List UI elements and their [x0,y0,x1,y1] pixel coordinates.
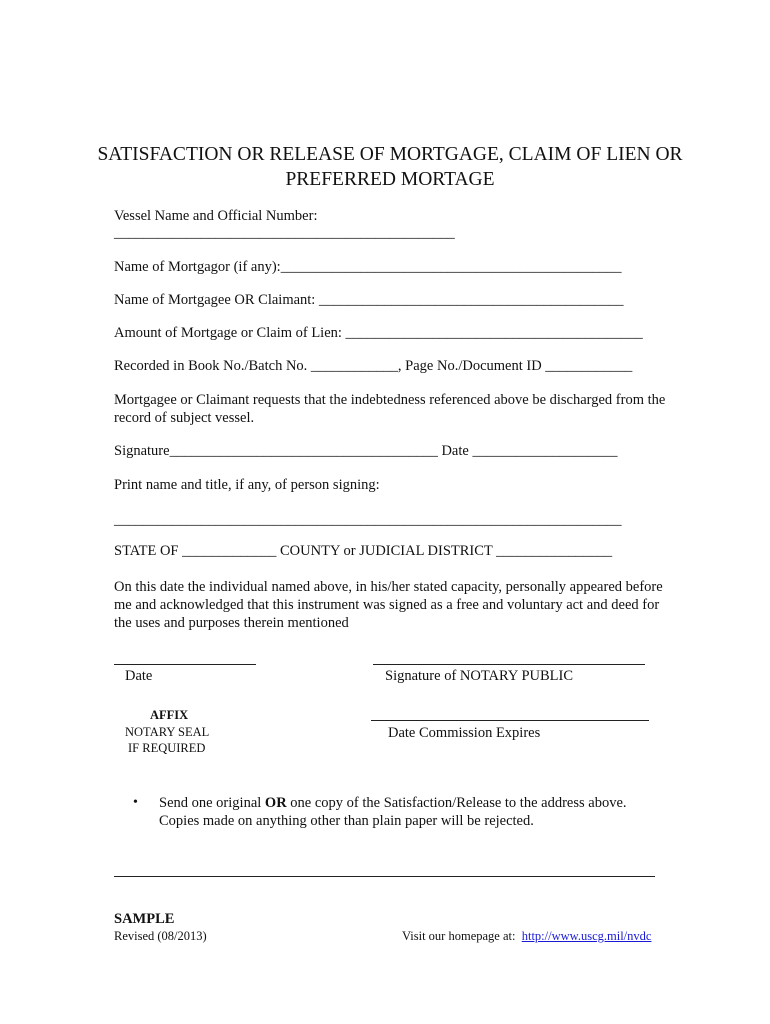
request-text: Mortgagee or Claimant requests that the indebtedness referenced above be discharged from the record of subject vessel. [114,392,666,426]
instruction-suffix: one copy of the Satisfaction/Release to the address above. [286,795,627,811]
mortgagor-field[interactable]: Name of Mortgagor (if any):_______________________________________________ [114,259,622,275]
acknowledgment-text: On this date the individual named above, in his/her stated capacity, personally appeared before me and acknowledged that this instrument was signed as a free and voluntary act and deed for the uses and purposes therein mentioned [114,579,663,631]
notary-date-label: Date [125,668,153,684]
bullet-icon: • [133,795,138,810]
instruction-line-2: Copies made on anything other than plain paper will be rejected. [159,813,534,829]
form-title: SATISFACTION OR RELEASE OF MORTGAGE, CLAIM OF LIEN OR PREFERRED MORTAGE [97,144,683,190]
commission-date-line[interactable] [371,720,649,721]
notary-seal-label: NOTARY SEAL [125,725,210,739]
notary-signature-line[interactable] [373,664,645,665]
vessel-field-line[interactable]: _______________________________________________ [114,225,455,241]
notary-signature-label: Signature of NOTARY PUBLIC [385,668,574,684]
homepage-label: Visit our homepage at: [402,929,516,943]
revised-label: Revised (08/2013) [114,929,207,943]
notary-date-line[interactable] [114,664,256,665]
state-county-field[interactable]: STATE OF _____________ COUNTY or JUDICIAL DISTRICT ________________ [114,543,613,559]
affix-label: AFFIX [150,708,189,722]
commission-expires-label: Date Commission Expires [388,725,541,741]
print-name-field-line[interactable]: ______________________________________________________________________ [114,512,622,528]
sample-label: SAMPLE [114,911,175,927]
print-name-label: Print name and title, if any, of person signing: [114,477,380,493]
if-required-label: IF REQUIRED [128,741,206,755]
footer-divider [114,876,655,877]
instruction-line-1 [159,794,627,812]
amount-field[interactable]: Amount of Mortgage or Claim of Lien: _________________________________________ [114,325,643,341]
recorded-field[interactable]: Recorded in Book No./Batch No. ____________, Page No./Document ID ____________ [114,358,633,374]
instruction-emphasis: OR [264,795,287,811]
signature-date-field[interactable]: Signature_____________________________________ Date ____________________ [114,443,618,459]
homepage-line [402,928,651,944]
vessel-label: Vessel Name and Official Number: [114,208,318,224]
instruction-prefix: Send one original [159,795,265,811]
mortgagee-field[interactable]: Name of Mortgagee OR Claimant: __________________________________________ [114,292,624,308]
homepage-link[interactable]: http://www.uscg.mil/nvdc [521,929,652,943]
